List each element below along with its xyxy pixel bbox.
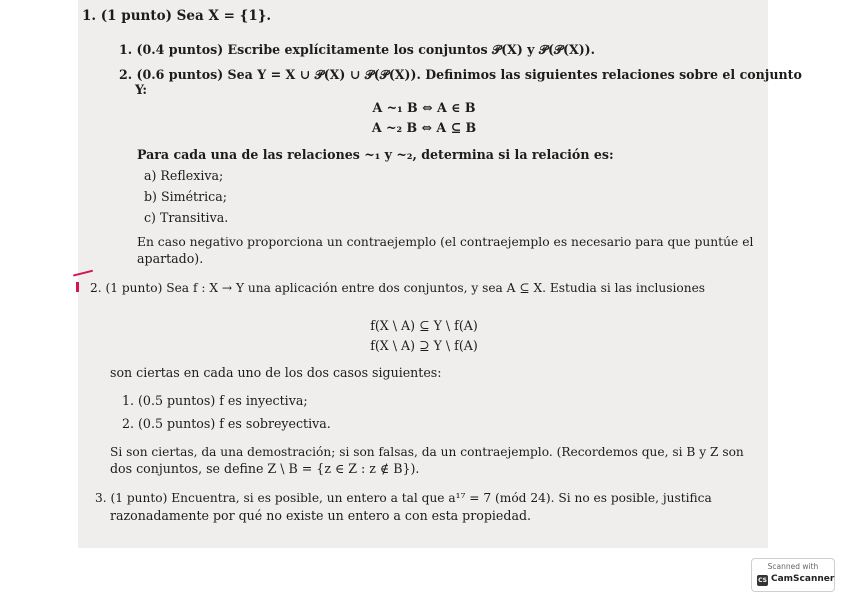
problem2-item1: 1. (0.5 puntos) f es inyectiva; [122, 393, 308, 408]
option-a: a) Reflexiva; [144, 168, 224, 183]
relation-1: A ~₁ B ⇔ A ∈ B [372, 100, 476, 115]
option-c: c) Transitiva. [144, 210, 229, 225]
problem1-header: 1. (1 punto) Sea X = {1}. [82, 8, 272, 24]
problem2-item2: 2. (0.5 puntos) f es sobreyectiva. [122, 416, 331, 431]
relation-2: A ~₂ B ⇔ A ⊆ B [371, 120, 477, 135]
inclusion-2: f(X \ A) ⊇ Y \ f(A) [370, 338, 478, 353]
problem2-cases: son ciertas en cada uno de los dos casos siguientes: [110, 365, 442, 380]
problem1-ask: Para cada una de las relaciones ~₁ y ~₂, determina si la relación es: [137, 147, 614, 162]
inclusion-1: f(X \ A) ⊆ Y \ f(A) [370, 318, 478, 333]
problem1-item1: 1. (0.4 puntos) Escribe explícitamente los conjuntos 𝒫(X) y 𝒫(𝒫(X)). [119, 42, 596, 57]
problem1-item2-line2: Y: [135, 82, 148, 97]
problem3-line1: 3. (1 punto) Encuentra, si es posible, un entero a tal que a¹⁷ = 7 (mód 24). Si no es posible, justifica [95, 491, 712, 505]
problem3-line2: razonadamente por qué no existe un entero a con esta propiedad. [110, 508, 532, 523]
stamp-brand: CamScanner [771, 574, 835, 584]
problem2-note-line1: Si son ciertas, da una demostración; si son falsas, da un contraejemplo. (Recordemos que, si B y Z son [110, 445, 744, 459]
problem2-note-line2: dos conjuntos, se define Z \ B = {z ∈ Z : z ∉ B}). [110, 461, 420, 476]
negative-note-line2: apartado). [137, 251, 204, 266]
option-b: b) Simétrica; [144, 189, 227, 204]
problem2-header: 2. (1 punto) Sea f : X → Y una aplicación entre dos conjuntos, y sea A ⊆ X. Estudia si las inclusiones [90, 281, 706, 295]
camscanner-stamp [751, 558, 835, 592]
negative-note-line1: En caso negativo proporciona un contraejemplo (el contraejemplo es necesario para que puntúe el [137, 235, 754, 249]
stamp-caption: Scanned with [767, 562, 819, 571]
problem1-item2-line1: 2. (0.6 puntos) Sea Y = X ∪ 𝒫(X) ∪ 𝒫(𝒫(X)). Definimos las siguientes relaciones sobre el conjunto [119, 67, 802, 82]
pen-mark-stroke [76, 282, 79, 292]
camscanner-logo-icon: CS [758, 577, 767, 584]
